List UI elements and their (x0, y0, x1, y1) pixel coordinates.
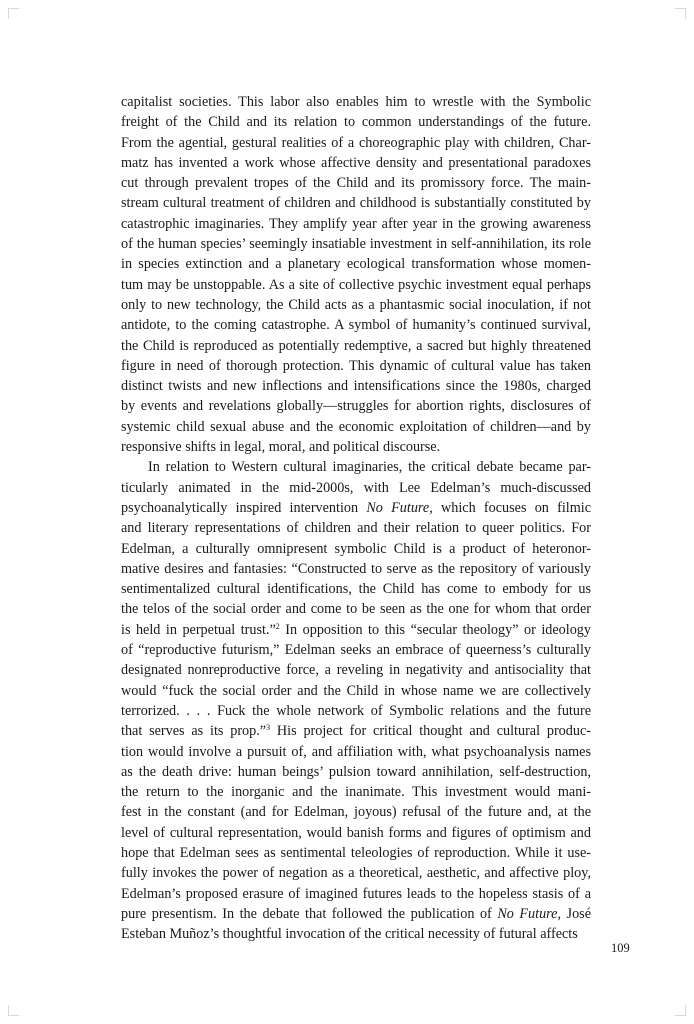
text-line: of the human species’ seemingly insatiable investment in self-annihilation, its role (121, 236, 591, 253)
text-line: terrorized. . . . Fuck the whole network of Symbolic relations and the future (121, 702, 591, 719)
text-line: Esteban Muñoz’s thoughtful invocation of the critical necessity of futural affects (121, 926, 578, 943)
text-segment: pure presentism. In the debate that followed the publication of (121, 905, 498, 922)
text-line: antidote, to the coming catastrophe. A symbol of humanity’s continued survival, (121, 317, 591, 334)
footnote-marker: 3 (266, 723, 271, 733)
book-title-italic: No Future (497, 905, 558, 922)
text-line: cut through prevalent tropes of the Child and its promissory force. The main- (121, 175, 591, 192)
text-line: as the death drive: human beings’ pulsion toward annihilation, self-destruction, (121, 763, 591, 780)
text-line: matz has invented a work whose affective density and presentational paradoxes (121, 154, 591, 171)
body-text (121, 92, 591, 944)
text-line (121, 904, 591, 924)
text-line: would “fuck the social order and the Child in whose name we are collectively (121, 682, 591, 699)
text-line (121, 498, 591, 518)
text-segment: psychoanalytically inspired intervention (121, 499, 367, 516)
text-line: capitalist societies. This labor also enables him to wrestle with the Symbolic (121, 94, 591, 110)
text-line: systemic child sexual abuse and the economic exploitation of children—and by (121, 418, 591, 435)
text-line: the telos of the social order and come to be seen as the one for whom that order (121, 601, 591, 618)
text-segment: is held in perpetual trust.” (121, 621, 276, 638)
text-line: figure in need of thorough protection. This dynamic of cultural value has taken (121, 357, 591, 374)
text-line: sentimentalized cultural identifications, the Child has come to embody for us (121, 581, 591, 598)
text-line: designated nonreproductive force, a reveling in negativity and antisociality that (121, 662, 591, 679)
text-line: the Child is reproduced as potentially redemptive, a sacred but highly threatened (121, 337, 591, 354)
crop-mark-top-right (675, 8, 686, 19)
text-segment: His project for critical thought and cultural produc- (270, 723, 591, 740)
text-line: tum may be unstoppable. As a site of collective psychic investment equal perhaps (121, 276, 591, 293)
text-line: In relation to Western cultural imaginaries, the critical debate became par- (148, 459, 591, 476)
text-line: responsive shifts in legal, moral, and political discourse. (121, 439, 441, 456)
text-line (121, 620, 591, 640)
text-line: the return to the inorganic and the inanimate. This investment would mani- (121, 784, 591, 801)
text-line: catastrophic imaginaries. They amplify year after year in the growing awareness (121, 215, 591, 232)
text-line: stream cultural treatment of children and childhood is substantially constituted by (121, 195, 591, 212)
crop-mark-top-left (8, 8, 19, 19)
paragraph-1 (121, 92, 591, 457)
footnote-marker: 2 (275, 621, 280, 631)
text-segment: , which focuses on filmic (429, 499, 592, 516)
crop-mark-bottom-left (8, 1005, 19, 1016)
text-line: mative desires and fantasies: “Constructed to serve as the repository of variously (121, 560, 591, 577)
text-line: by events and revelations globally—struggles for abortion rights, disclosures of (121, 398, 591, 415)
text-line: freight of the Child and its relation to common understandings of the future. (121, 114, 591, 131)
page-number: 109 (611, 941, 630, 955)
text-line: only to new technology, the Child acts as a phantasmic social inoculation, if not (121, 296, 591, 313)
text-segment: , José (557, 905, 591, 922)
text-segment: In opposition to this “secular theology” or ideology (279, 621, 591, 638)
text-line: distinct twists and new inflections and intensifications since the 1980s, charged (121, 378, 591, 395)
text-line: and literary representations of children and their relation to queer politics. For (121, 520, 591, 537)
paragraph-2 (121, 457, 591, 944)
text-line: Edelman, a culturally omnipresent symbolic Child is a product of heteronor- (121, 540, 591, 557)
text-line: tion would involve a pursuit of, and affiliation with, what psychoanalysis names (121, 743, 591, 760)
text-line (121, 721, 591, 741)
text-line: fest in the constant (and for Edelman, joyous) refusal of the future and, at the (121, 804, 591, 821)
text-line: level of cultural representation, would banish forms and figures of optimism and (121, 824, 591, 841)
text-line: fully invokes the power of negation as a theoretical, aesthetic, and affective ploy, (121, 865, 591, 882)
text-line: Edelman’s proposed erasure of imagined futures leads to the hopeless stasis of a (121, 885, 591, 902)
book-title-italic: No Future (366, 499, 430, 516)
text-line: From the agential, gestural realities of a choreographic play with children, Char- (121, 134, 591, 151)
text-line: hope that Edelman sees as sentimental teleologies of reproduction. While it use- (121, 844, 591, 861)
crop-mark-bottom-right (675, 1005, 686, 1016)
text-segment: that serves as its prop.” (121, 723, 267, 740)
text-line: ticularly animated in the mid-2000s, with Lee Edelman’s much-discussed (121, 479, 591, 496)
text-line: in species extinction and a planetary ecological transformation whose momen- (121, 256, 591, 273)
text-line: of “reproductive futurism,” Edelman seeks an embrace of queerness’s culturally (121, 642, 591, 659)
